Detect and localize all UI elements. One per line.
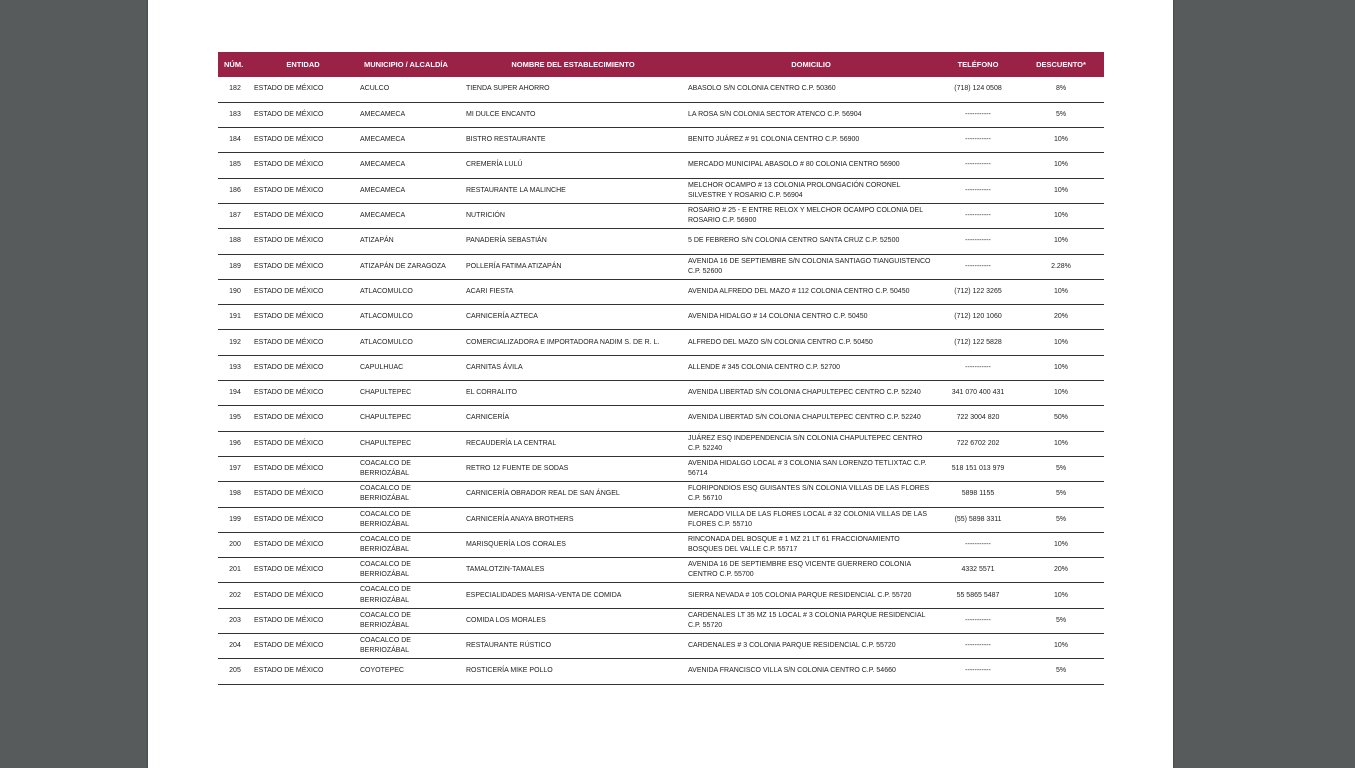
cell-domicilio: AVENIDA 16 DE SEPTIEMBRE ESQ VICENTE GUERRERO COLONIA CENTRO C.P. 55700 [688, 561, 911, 579]
cell-descuento: 5% [1055, 616, 1067, 624]
table-row [218, 482, 1104, 507]
cell-entidad: ESTADO DE MÉXICO [254, 287, 324, 295]
table-row [218, 203, 1104, 228]
table-row [218, 608, 1104, 633]
cell-domicilio: ALFREDO DEL MAZO S/N COLONIA CENTRO C.P. 50450 [688, 338, 873, 346]
cell-municipio: COYOTEPEC [360, 667, 404, 675]
cell-descuento: 5% [1055, 490, 1067, 498]
cell-entidad: ESTADO DE MÉXICO [254, 490, 324, 498]
cell-municipio: AMECAMECA [360, 161, 406, 169]
cell-telefono: ----------- [965, 616, 991, 624]
cell-domicilio: FLORIPONDIOS ESQ GUISANTES S/N COLONIA VILLAS DE LAS FLORES C.P. 56710 [688, 485, 930, 503]
cell-telefono: (712) 120 1060 [954, 313, 1002, 321]
cell-domicilio: BENITO JUÁREZ # 91 COLONIA CENTRO C.P. 56900 [688, 136, 860, 144]
cell-num: 202 [229, 591, 241, 599]
cell-municipio: CHAPULTEPEC [360, 439, 412, 447]
cell-descuento: 10% [1053, 439, 1068, 447]
cell-domicilio: MERCADO VILLA DE LAS FLORES LOCAL # 32 COLONIA VILLAS DE LAS FLORES C.P. 55710 [688, 510, 928, 528]
cell-domicilio: ROSARIO # 25 - E ENTRE RELOX Y MELCHOR OCAMPO COLONIA DEL ROSARIO C.P. 56900 [688, 206, 923, 225]
cell-descuento: 20% [1053, 313, 1068, 321]
cell-municipio: ATIZAPÁN [360, 237, 394, 245]
header-establecimiento: NOMBRE DEL ESTABLECIMIENTO [511, 60, 635, 69]
cell-domicilio: AVENIDA LIBERTAD S/N COLONIA CHAPULTEPEC CENTRO C.P. 52240 [688, 389, 921, 397]
cell-domicilio: MERCADO MUNICIPAL ABASOLO # 80 COLONIA CENTRO 56900 [688, 161, 900, 169]
cell-descuento: 5% [1055, 667, 1067, 675]
cell-establecimiento: RESTAURANTE LA MALINCHE [466, 186, 566, 194]
cell-establecimiento: CARNICERÍA OBRADOR REAL DE SAN ÁNGEL [466, 490, 620, 498]
cell-descuento: 10% [1053, 186, 1068, 194]
cell-telefono: 5898 1155 [961, 490, 995, 498]
cell-entidad: ESTADO DE MÉXICO [254, 465, 324, 473]
cell-num: 197 [229, 465, 241, 473]
cell-domicilio: CARDENALES LT 35 MZ 15 LOCAL # 3 COLONIA PARQUE RESIDENCIAL C.P. 55720 [688, 611, 926, 629]
cell-establecimiento: TIENDA SUPER AHORRO [466, 85, 550, 93]
cell-establecimiento: COMIDA LOS MORALES [466, 616, 546, 624]
cell-descuento: 10% [1053, 212, 1068, 220]
cell-municipio: ATIZAPÁN DE ZARAGOZA [360, 262, 446, 270]
cell-establecimiento: ACARI FIESTA [466, 287, 514, 295]
cell-domicilio: AVENIDA LIBERTAD S/N COLONIA CHAPULTEPEC CENTRO C.P. 52240 [688, 414, 921, 422]
table-row [218, 178, 1104, 203]
cell-num: 183 [229, 110, 241, 118]
cell-num: 205 [229, 667, 241, 675]
cell-domicilio: 5 DE FEBRERO S/N COLONIA CENTRO SANTA CRUZ C.P. 52500 [688, 237, 900, 245]
cell-entidad: ESTADO DE MÉXICO [254, 186, 324, 194]
cell-entidad: ESTADO DE MÉXICO [254, 389, 324, 397]
cell-entidad: ESTADO DE MÉXICO [254, 439, 324, 447]
cell-establecimiento: MI DULCE ENCANTO [466, 110, 536, 118]
cell-telefono: 518 151 013 979 [951, 465, 1005, 473]
cell-domicilio: AVENIDA HIDALGO # 14 COLONIA CENTRO C.P. 50450 [688, 313, 868, 321]
cell-num: 184 [229, 136, 241, 144]
header-descuento: DESCUENTO* [1036, 60, 1086, 69]
header-domicilio: DOMICILIO [791, 60, 831, 69]
cell-entidad: ESTADO DE MÉXICO [254, 591, 324, 599]
cell-telefono: (55) 5898 3311 [954, 515, 1002, 523]
cell-municipio: ATLACOMULCO [360, 313, 413, 321]
cell-establecimiento: MARISQUERÍA LOS CORALES [466, 540, 566, 548]
table-row [218, 456, 1104, 481]
cell-descuento: 5% [1055, 110, 1067, 118]
cell-entidad: ESTADO DE MÉXICO [254, 338, 324, 346]
table-row [218, 355, 1104, 380]
cell-num: 186 [229, 186, 241, 194]
cell-num: 194 [229, 389, 241, 397]
cell-establecimiento: RETRO 12 FUENTE DE SODAS [466, 465, 569, 473]
cell-telefono: 55 5865 5487 [956, 591, 1000, 599]
cell-domicilio: ABASOLO S/N COLONIA CENTRO C.P. 50360 [688, 85, 836, 93]
cell-municipio: AMECAMECA [360, 186, 406, 194]
cell-municipio: COACALCO DE BERRIOZÁBAL [360, 561, 411, 579]
cell-municipio: COACALCO DE BERRIOZÁBAL [360, 459, 411, 478]
cell-municipio: AMECAMECA [360, 110, 406, 118]
cell-telefono: ----------- [965, 667, 991, 675]
cell-entidad: ESTADO DE MÉXICO [254, 616, 324, 624]
cell-num: 193 [229, 363, 241, 371]
cell-num: 189 [229, 262, 241, 270]
table-row [218, 102, 1104, 127]
cell-entidad: ESTADO DE MÉXICO [254, 110, 324, 118]
header-num: NÚM. [224, 60, 244, 69]
cell-municipio: AMECAMECA [360, 136, 406, 144]
cell-telefono: ----------- [965, 363, 991, 371]
cell-descuento: 10% [1053, 389, 1068, 397]
cell-domicilio: LA ROSA S/N COLONIA SECTOR ATENCO C.P. 56904 [688, 110, 862, 118]
cell-establecimiento: PANADERÍA SEBASTIÁN [466, 237, 547, 245]
cell-descuento: 10% [1053, 237, 1068, 245]
table-header [218, 52, 1104, 77]
cell-establecimiento: POLLERÍA FATIMA ATIZAPÁN [466, 262, 562, 270]
cell-descuento: 5% [1055, 465, 1067, 473]
table-row [218, 431, 1104, 456]
cell-telefono: (718) 124 0508 [954, 85, 1002, 93]
cell-num: 190 [229, 287, 241, 295]
cell-num: 185 [229, 161, 241, 169]
cell-domicilio: CARDENALES # 3 COLONIA PARQUE RESIDENCIAL C.P. 55720 [688, 642, 896, 650]
cell-descuento: 10% [1053, 338, 1068, 346]
cell-establecimiento: CARNITAS ÁVILA [466, 363, 523, 371]
cell-entidad: ESTADO DE MÉXICO [254, 212, 324, 220]
cell-municipio: AMECAMECA [360, 212, 406, 220]
table-row [218, 254, 1104, 279]
cell-establecimiento: ESPECIALIDADES MARISA-VENTA DE COMIDA [466, 591, 622, 599]
cell-entidad: ESTADO DE MÉXICO [254, 313, 324, 321]
table-row [218, 507, 1104, 532]
cell-establecimiento: TAMALOTZIN-TAMALES [466, 566, 545, 574]
table-row [218, 305, 1104, 330]
cell-domicilio: AVENIDA ALFREDO DEL MAZO # 112 COLONIA CENTRO C.P. 50450 [688, 287, 910, 295]
table-row [218, 381, 1104, 406]
cell-domicilio: AVENIDA 16 DE SEPTIEMBRE S/N COLONIA SANTIAGO TIANGUISTENCO C.P. 52600 [688, 257, 931, 275]
cell-municipio: CHAPULTEPEC [360, 414, 412, 422]
cell-telefono: 4332 5571 [961, 566, 995, 574]
cell-establecimiento: EL CORRALITO [466, 389, 517, 397]
cell-telefono: 341 070 400 431 [951, 389, 1005, 397]
cell-entidad: ESTADO DE MÉXICO [254, 136, 324, 144]
cell-num: 204 [229, 642, 241, 650]
cell-num: 196 [229, 439, 241, 447]
cell-entidad: ESTADO DE MÉXICO [254, 237, 324, 245]
cell-entidad: ESTADO DE MÉXICO [254, 161, 324, 169]
header-telefono: TELÉFONO [957, 60, 999, 69]
cell-entidad: ESTADO DE MÉXICO [254, 85, 324, 93]
table-row [218, 330, 1104, 355]
table-row [218, 279, 1104, 304]
cell-telefono: (712) 122 3265 [954, 287, 1002, 295]
cell-municipio: CHAPULTEPEC [360, 389, 412, 397]
cell-establecimiento: RESTAURANTE RÚSTICO [466, 642, 552, 650]
cell-descuento: 20% [1053, 566, 1068, 574]
table-row [218, 153, 1104, 178]
cell-descuento: 5% [1055, 515, 1067, 523]
cell-telefono: 722 3004 820 [956, 414, 1000, 422]
cell-descuento: 10% [1053, 591, 1068, 599]
cell-num: 188 [229, 237, 241, 245]
table-row [218, 558, 1104, 583]
cell-num: 203 [229, 616, 241, 624]
header-row [218, 52, 1104, 77]
cell-descuento: 10% [1053, 287, 1068, 295]
cell-establecimiento: CARNICERÍA [466, 414, 510, 422]
cell-municipio: CAPULHUAC [360, 363, 404, 371]
cell-domicilio: AVENIDA FRANCISCO VILLA S/N COLONIA CENTRO C.P. 54660 [688, 667, 896, 675]
table-row [218, 583, 1104, 608]
table-row [218, 229, 1104, 254]
cell-domicilio: MELCHOR OCAMPO # 13 COLONIA PROLONGACIÓN CORONEL SILVESTRE Y ROSARIO C.P. 56904 [688, 181, 901, 199]
cell-municipio: ACULCO [360, 85, 390, 93]
cell-municipio: ATLACOMULCO [360, 338, 413, 346]
cell-descuento: 8% [1055, 85, 1067, 93]
cell-municipio: COACALCO DE BERRIOZÁBAL [360, 485, 411, 503]
cell-domicilio: JUÁREZ ESQ INDEPENDENCIA S/N COLONIA CHAPULTEPEC CENTRO C.P. 52240 [688, 434, 923, 452]
cell-telefono: ----------- [965, 262, 991, 270]
table-row [218, 634, 1104, 659]
table-body [218, 77, 1104, 684]
cell-num: 199 [229, 515, 241, 523]
cell-domicilio: RINCONADA DEL BOSQUE # 1 MZ 21 LT 61 FRACCIONAMIENTO BOSQUES DEL VALLE C.P. 55717 [688, 535, 900, 553]
establishments-table [218, 52, 1104, 685]
cell-descuento: 10% [1053, 161, 1068, 169]
cell-telefono: ----------- [965, 642, 991, 650]
cell-establecimiento: RECAUDERÍA LA CENTRAL [466, 439, 557, 447]
cell-num: 195 [229, 414, 241, 422]
table-row [218, 406, 1104, 431]
cell-telefono: ----------- [965, 110, 991, 118]
cell-descuento: 50% [1053, 414, 1068, 422]
document-page [148, 0, 1173, 768]
cell-municipio: COACALCO DE BERRIOZÁBAL [360, 586, 411, 604]
cell-establecimiento: COMERCIALIZADORA E IMPORTADORA NADIM S. DE R. L. [466, 338, 660, 346]
cell-municipio: ATLACOMULCO [360, 287, 413, 295]
cell-descuento: 10% [1053, 136, 1068, 144]
cell-establecimiento: CARNICERÍA AZTECA [466, 313, 538, 321]
cell-descuento: 2.28% [1051, 262, 1071, 270]
cell-descuento: 10% [1053, 642, 1068, 650]
cell-telefono: ----------- [965, 161, 991, 169]
cell-telefono: ----------- [965, 186, 991, 194]
table-row [218, 128, 1104, 153]
table-row [218, 532, 1104, 557]
table-row [218, 659, 1104, 684]
cell-telefono: ----------- [965, 540, 991, 548]
cell-num: 198 [229, 490, 241, 498]
cell-establecimiento: CARNICERÍA ANAYA BROTHERS [466, 515, 574, 523]
cell-telefono: ----------- [965, 237, 991, 245]
table-row [218, 77, 1104, 102]
cell-num: 182 [229, 85, 241, 93]
cell-descuento: 10% [1053, 540, 1068, 548]
cell-num: 191 [229, 313, 241, 321]
cell-entidad: ESTADO DE MÉXICO [254, 566, 324, 574]
cell-telefono: (712) 122 5828 [954, 338, 1002, 346]
cell-num: 200 [229, 540, 241, 548]
cell-entidad: ESTADO DE MÉXICO [254, 540, 324, 548]
cell-municipio: COACALCO DE BERRIOZÁBAL [360, 535, 411, 553]
cell-telefono: 722 6702 202 [956, 439, 1000, 447]
cell-domicilio: ALLENDE # 345 COLONIA CENTRO C.P. 52700 [688, 363, 840, 371]
cell-establecimiento: CREMERÍA LULÚ [466, 161, 523, 169]
cell-establecimiento: NUTRICIÓN [466, 212, 505, 220]
cell-domicilio: AVENIDA HIDALGO LOCAL # 3 COLONIA SAN LORENZO TETLIXTAC C.P. 56714 [688, 459, 927, 478]
cell-municipio: COACALCO DE BERRIOZÁBAL [360, 637, 411, 655]
cell-num: 201 [229, 566, 241, 574]
cell-establecimiento: BISTRO RESTAURANTE [466, 136, 546, 144]
cell-num: 187 [229, 212, 241, 220]
cell-entidad: ESTADO DE MÉXICO [254, 642, 324, 650]
cell-entidad: ESTADO DE MÉXICO [254, 363, 324, 371]
cell-entidad: ESTADO DE MÉXICO [254, 667, 324, 675]
cell-descuento: 10% [1053, 363, 1068, 371]
cell-municipio: COACALCO DE BERRIOZÁBAL [360, 510, 411, 528]
cell-domicilio: SIERRA NEVADA # 105 COLONIA PARQUE RESIDENCIAL C.P. 55720 [688, 591, 912, 599]
cell-municipio: COACALCO DE BERRIOZÁBAL [360, 611, 411, 629]
cell-telefono: ----------- [965, 136, 991, 144]
cell-num: 192 [229, 338, 241, 346]
cell-entidad: ESTADO DE MÉXICO [254, 414, 324, 422]
cell-establecimiento: ROSTICERÍA MIKE POLLO [466, 667, 553, 675]
header-entidad: ENTIDAD [286, 60, 320, 69]
cell-entidad: ESTADO DE MÉXICO [254, 262, 324, 270]
header-municipio: MUNICIPIO / ALCALDÍA [364, 60, 448, 69]
cell-telefono: ----------- [965, 212, 991, 220]
cell-entidad: ESTADO DE MÉXICO [254, 515, 324, 523]
